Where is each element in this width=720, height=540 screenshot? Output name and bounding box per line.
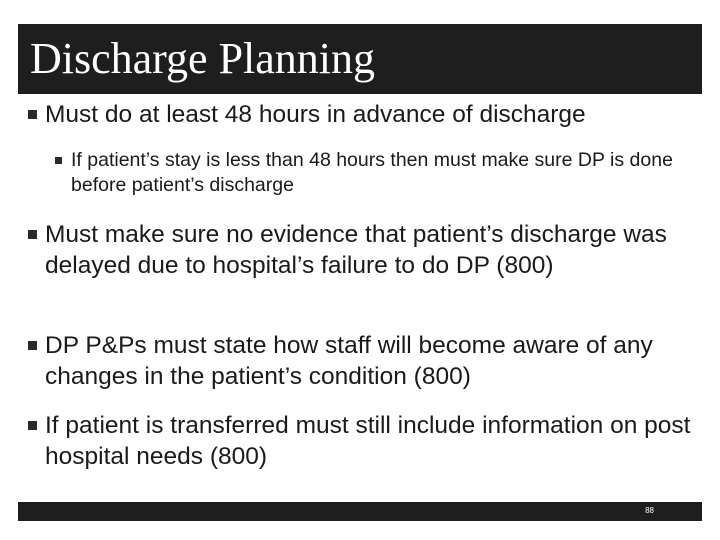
- bullet-item: [28, 330, 698, 392]
- bullet-text: Must do at least 48 hours in advance of discharge: [45, 101, 586, 128]
- bullet-text: Must make sure no evidence that patient’s discharge was delayed due to hospital’s failure to do DP (800): [45, 221, 667, 279]
- bullet-text: DP P&Ps must state how staff will become aware of any changes in the patient’s condition (800): [45, 332, 653, 390]
- square-bullet-icon: [28, 110, 37, 119]
- square-bullet-icon: [28, 341, 37, 350]
- square-bullet-icon: [28, 230, 37, 239]
- footer-bar: [18, 502, 702, 521]
- square-bullet-icon: [28, 421, 37, 430]
- page-number: 88: [645, 506, 654, 515]
- bullet-text: If patient is transferred must still include information on post hospital needs (800): [45, 412, 691, 470]
- sub-bullet-text: If patient’s stay is less than 48 hours then must make sure DP is done before patient’s discharge: [71, 149, 673, 196]
- bullet-item: [28, 99, 698, 130]
- bullet-item: [28, 219, 698, 281]
- square-bullet-icon: [55, 157, 62, 164]
- slide-title: Discharge Planning: [30, 34, 376, 83]
- sub-bullet-item: [55, 148, 695, 198]
- bullet-item: [28, 410, 698, 472]
